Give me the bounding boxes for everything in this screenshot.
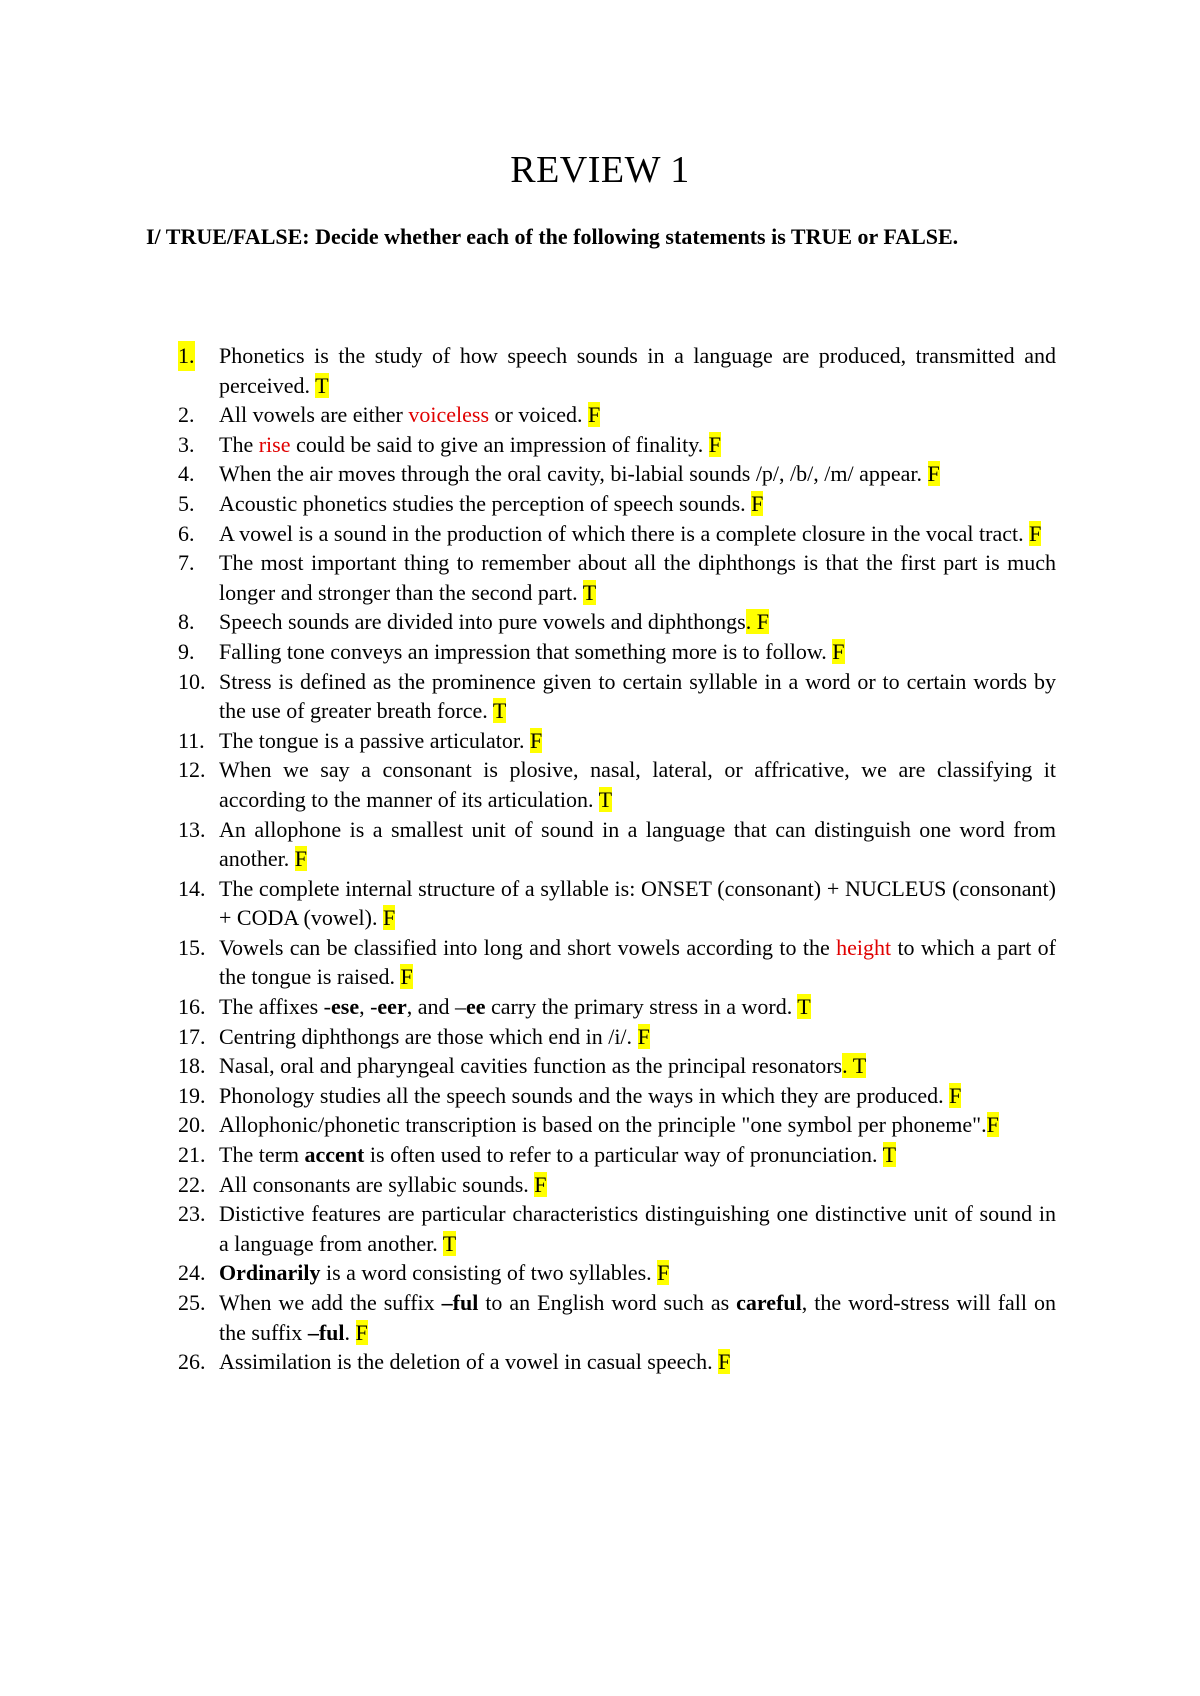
statement-item (146, 1199, 1056, 1258)
statement-item (146, 341, 1056, 400)
statement-number: 25. (178, 1290, 206, 1315)
statement-text: ese (331, 994, 360, 1020)
statement-number: 4. (178, 461, 195, 487)
instructions: I/ TRUE/FALSE: Decide whether each of the following statements is TRUE or FALSE. (146, 224, 959, 249)
statement-number: 10. (178, 668, 206, 694)
answer-badge: F (657, 1260, 670, 1286)
answer-badge: F (751, 490, 764, 516)
statement-text: accent (304, 1142, 365, 1168)
statement-text: . (344, 1319, 356, 1345)
statement-text: A vowel is a sound in the production of which there is a complete closure in the vocal tract. (219, 520, 1030, 546)
statement-text: The term (219, 1142, 305, 1168)
statement-number: 6. (178, 520, 195, 546)
statement-text: The complete internal structure of a syllable is: ONSET (consonant) + NUCLEUS (consonant) + CODA (vowel). (219, 875, 1056, 931)
statement-item (146, 1170, 1056, 1200)
statement-text: Phonology studies all the speech sounds and the ways in which they are produced. (219, 1082, 950, 1108)
statement-item (146, 637, 1056, 667)
statement-number: 1. (178, 341, 195, 371)
answer-badge: F (529, 727, 543, 753)
statement-text: All vowels are either (219, 402, 409, 428)
statement-text: Falling tone conveys an impression that something more is to follow. (219, 638, 833, 664)
statement-number: 17. (178, 1023, 206, 1049)
statement-text: is a word consisting of two syllables. (320, 1260, 658, 1286)
answer-badge: T (882, 1142, 897, 1168)
statement-text: , - (359, 994, 378, 1020)
statement-number: 21. (178, 1142, 206, 1168)
answer-badge: F (986, 1112, 999, 1138)
statement-item (146, 1081, 1056, 1111)
statement-item (146, 430, 1056, 460)
statement-item (146, 874, 1056, 933)
statement-text: voiceless (408, 402, 490, 428)
answer-badge: F (534, 1171, 547, 1197)
page-title: REVIEW 1 (510, 149, 690, 191)
statement-text: to which a part of the tongue is raised. (219, 934, 1057, 990)
statement-text: Stress is defined as the prominence given to certain syllable in a word or to certain words by the use of greater breath force. (219, 668, 1056, 724)
statement-number: 15. (178, 934, 206, 960)
answer-badge: F (637, 1023, 650, 1049)
statement-text: Acoustic phonetics studies the perception of speech sounds. (219, 490, 752, 516)
statement-number: 9. (178, 638, 195, 664)
statement-text: All consonants are syllabic sounds. (219, 1171, 535, 1197)
answer-badge: F (400, 964, 413, 990)
statement-text: An allophone is a smallest unit of sound in a language that can distinguish one word from another. (219, 816, 1056, 872)
answer-badge: T (598, 786, 613, 812)
statement-number: 24. (178, 1260, 206, 1286)
statement-number: 18. (178, 1053, 206, 1079)
statement-text: When we add the suffix (219, 1290, 442, 1315)
statement-text: eer (377, 994, 407, 1020)
statement-item (146, 1110, 1056, 1140)
statement-text: When we say a consonant is plosive, nasal, lateral, or affricative, we are classifying it according to the manner of its articulation. (219, 757, 1056, 812)
statement-text: , and – (406, 994, 466, 1020)
statement-text: Allophonic/phonetic transcription is based on the principle "one symbol per phoneme". (219, 1112, 987, 1138)
answer-badge: T (797, 994, 811, 1020)
statement-number: 14. (178, 875, 206, 901)
statement-number: 23. (178, 1201, 206, 1227)
statement-item (146, 726, 1056, 756)
answer-badge: F (294, 846, 308, 872)
answer-badge: F (927, 461, 940, 487)
answer-badge: F (949, 1082, 962, 1108)
statement-text: Assimilation is the deletion of a vowel in casual speech. (219, 1349, 719, 1375)
statement-text: –ful (307, 1319, 345, 1345)
statement-item (146, 1288, 1056, 1347)
statement-number: 2. (178, 402, 195, 428)
statement-number: 16. (178, 994, 206, 1020)
answer-badge: F (1029, 520, 1042, 546)
statement-text: Ordinarily (219, 1260, 321, 1286)
statement-item (146, 607, 1056, 637)
statement-item (146, 400, 1056, 430)
statement-item (146, 667, 1056, 726)
statement-text: The most important thing to remember about all the diphthongs is that the first part is much longer and stronger than the second part. (219, 550, 1056, 605)
statement-item (146, 548, 1056, 607)
statement-item (146, 1022, 1056, 1052)
statement-number: 5. (178, 490, 195, 516)
statement-text: When the air moves through the oral cavity, bi-labial sounds /p/, /b/, /m/ appear. (219, 461, 928, 487)
statement-item (146, 1140, 1056, 1170)
statement-text: ee (465, 994, 486, 1020)
statement-text: Vowels can be classified into long and short vowels according to the (219, 934, 837, 960)
statement-number: 3. (178, 431, 195, 457)
answer-badge: F (832, 638, 845, 664)
statement-text: Phonetics is the study of how speech sounds in a language are produced, transmitted and perceived. (219, 343, 1056, 398)
answer-badge: T (442, 1230, 457, 1256)
statement-text: The (219, 431, 259, 457)
statement-text: to an English word such as (478, 1290, 737, 1315)
answer-badge: F (355, 1319, 368, 1345)
statement-item (146, 459, 1056, 489)
statement-text: Nasal, oral and pharyngeal cavities function as the principal resonators (219, 1053, 843, 1079)
statement-text: or voiced. (489, 402, 588, 428)
answer-badge: . T (842, 1053, 867, 1079)
statement-text: could be said to give an impression of finality. (290, 431, 709, 457)
statement-item (146, 815, 1056, 874)
statement-text: –ful (441, 1290, 479, 1315)
answer-badge: T (492, 698, 507, 724)
statement-text: is often used to refer to a particular way of pronunciation. (364, 1142, 883, 1168)
statement-number: 19. (178, 1082, 206, 1108)
answer-badge: F (718, 1349, 731, 1375)
statement-item (146, 933, 1056, 992)
answer-badge: F (588, 402, 601, 428)
statement-item (146, 755, 1056, 814)
statement-number: 12. (178, 757, 206, 783)
statement-text: rise (258, 431, 291, 457)
statement-number: 13. (178, 816, 206, 842)
statement-list (146, 341, 1056, 1377)
statement-text: , the word-stress will fall on the suffix (219, 1290, 1056, 1345)
statement-item (146, 489, 1056, 519)
statement-text: carry the primary stress in a word. (485, 994, 798, 1020)
answer-badge: T (582, 579, 597, 605)
statement-item (146, 1258, 1056, 1288)
statement-number: 26. (178, 1349, 206, 1375)
statement-item (146, 992, 1056, 1022)
statement-text: Speech sounds are divided into pure vowels and diphthongs (219, 609, 746, 635)
statement-number: 7. (178, 550, 195, 576)
statement-text: height (836, 934, 892, 960)
statement-number: 8. (178, 609, 195, 635)
statement-number: 20. (178, 1112, 206, 1138)
statement-text: The affixes - (219, 994, 331, 1020)
answer-badge: T (315, 372, 329, 398)
answer-badge: F (382, 905, 396, 931)
statement-text: Centring diphthongs are those which end in /i/. (219, 1023, 638, 1049)
statement-item (146, 1051, 1056, 1081)
statement-text: The tongue is a passive articulator. (219, 727, 530, 753)
statement-number: 11. (178, 727, 205, 753)
answer-badge: . F (745, 609, 769, 635)
statement-item (146, 1347, 1056, 1377)
answer-badge: F (708, 431, 722, 457)
statement-text: careful (736, 1290, 802, 1315)
statement-item (146, 519, 1056, 549)
statement-number: 22. (178, 1171, 206, 1197)
statement-text: Distictive features are particular characteristics distinguishing one distinctive unit of sound in a language from another. (219, 1201, 1056, 1256)
